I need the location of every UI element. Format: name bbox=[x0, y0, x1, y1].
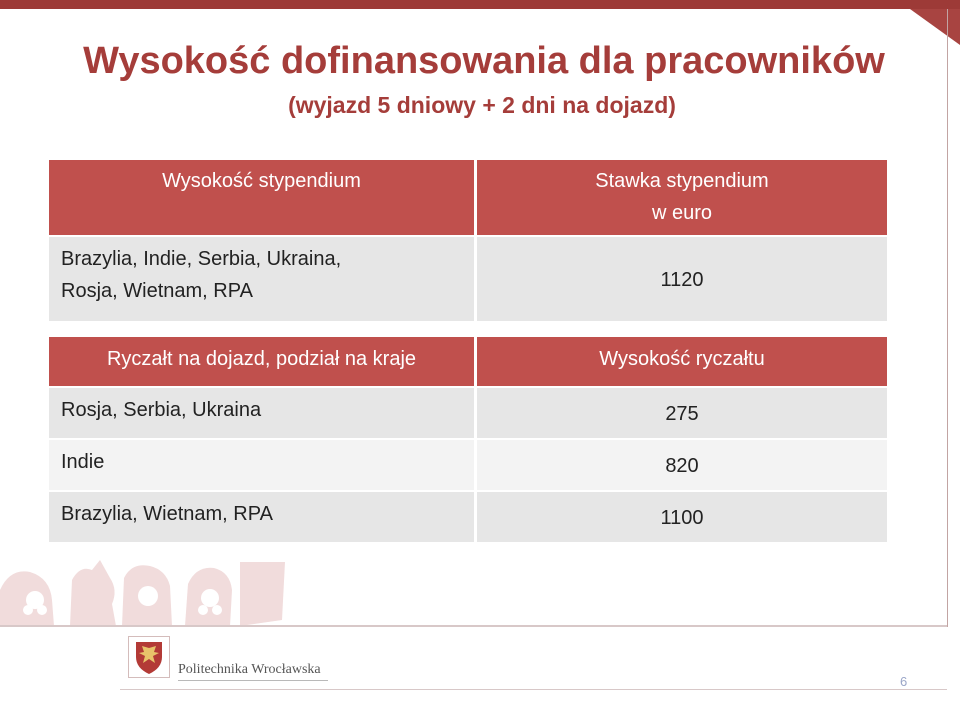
slide-title: Wysokość dofinansowania dla pracowników bbox=[83, 40, 885, 82]
university-logo bbox=[128, 636, 170, 678]
university-name-underline bbox=[178, 680, 328, 681]
stipend-header-right bbox=[477, 160, 887, 235]
allowance-header-left bbox=[49, 337, 474, 386]
footer-bottom-divider bbox=[120, 689, 947, 690]
decorative-eagle-pattern-icon bbox=[0, 560, 300, 626]
allowance-amount: 820 bbox=[665, 455, 699, 477]
stipend-countries-line2: Rosja, Wietnam, RPA bbox=[61, 280, 253, 302]
corner-decoration bbox=[900, 0, 960, 45]
allowance-header-right-label: Wysokość ryczałtu bbox=[599, 348, 765, 370]
allowance-country: Indie bbox=[61, 451, 105, 473]
allowance-country: Brazylia, Wietnam, RPA bbox=[61, 503, 273, 525]
allowance-amount: 1100 bbox=[660, 507, 704, 529]
stipend-row-amount bbox=[477, 237, 887, 321]
footer-divider bbox=[0, 625, 947, 627]
slide-subtitle: (wyjazd 5 dniowy + 2 dni na dojazd) bbox=[288, 92, 676, 118]
table-row bbox=[477, 440, 887, 490]
table-row bbox=[49, 440, 474, 490]
allowance-header-left-label: Ryczałt na dojazd, podział na kraje bbox=[106, 348, 417, 370]
university-name: Politechnika Wrocławska bbox=[178, 662, 321, 677]
university-eagle-logo-icon bbox=[129, 637, 169, 677]
stipend-countries-line1: Brazylia, Indie, Serbia, Ukraina, bbox=[61, 248, 342, 270]
stipend-header-left bbox=[49, 160, 474, 235]
stipend-amount-value: 1120 bbox=[660, 269, 704, 291]
allowance-amount: 275 bbox=[665, 403, 699, 425]
table-row bbox=[477, 492, 887, 542]
table-row bbox=[49, 492, 474, 542]
allowance-header-right bbox=[477, 337, 887, 386]
stipend-header-right-line1: Stawka stypendium bbox=[595, 170, 769, 192]
stipend-header-left-label: Wysokość stypendium bbox=[162, 170, 361, 192]
allowance-country: Rosja, Serbia, Ukraina bbox=[61, 399, 262, 421]
table-row bbox=[477, 388, 887, 438]
top-accent-bar bbox=[0, 0, 960, 9]
page-number: 6 bbox=[900, 674, 908, 689]
stipend-row-countries bbox=[49, 237, 474, 321]
table-row bbox=[49, 388, 474, 438]
stipend-header-right-line2: w euro bbox=[651, 202, 713, 224]
